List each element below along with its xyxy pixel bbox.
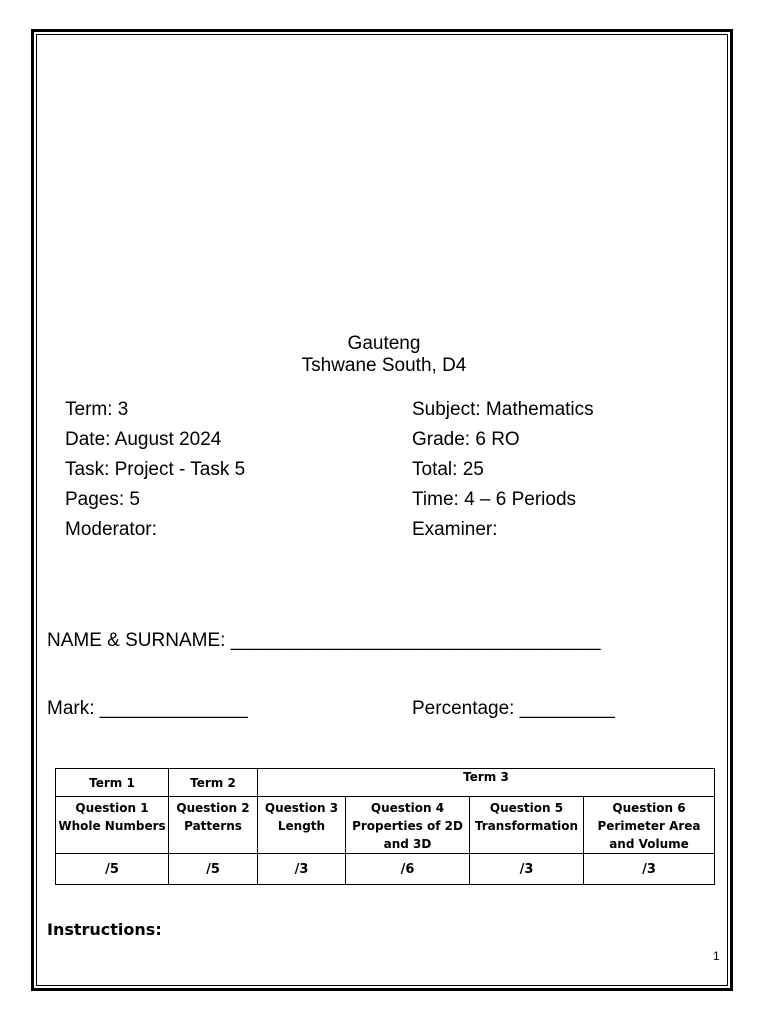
question-1-header: Question 1 Whole Numbers <box>56 797 169 854</box>
term-1-header: Term 1 <box>56 769 169 797</box>
term-row <box>56 769 715 797</box>
task-label: Task: Project - Task 5 <box>65 459 246 480</box>
info-right-column <box>412 395 594 545</box>
term-3-header: Term 3 <box>258 769 715 797</box>
question-5-header: Question 5 Transformation <box>470 797 584 854</box>
marks-table <box>55 768 715 885</box>
district-heading: Tshwane South, D4 <box>301 355 467 376</box>
moderator-label: Moderator: <box>65 519 157 540</box>
name-surname-field: NAME & SURNAME: ___________________________________ <box>47 630 601 651</box>
question-3-header: Question 3 Length <box>258 797 346 854</box>
time-label: Time: 4 – 6 Periods <box>412 489 577 510</box>
term-2-header: Term 2 <box>169 769 258 797</box>
subject-label: Subject: Mathematics <box>412 399 594 420</box>
question-6-total: /3 <box>584 854 715 885</box>
page-number: 1 <box>713 949 720 963</box>
examiner-label: Examiner: <box>412 519 498 540</box>
question-row <box>56 797 715 854</box>
question-1-total: /5 <box>56 854 169 885</box>
info-left-column <box>65 395 245 545</box>
question-4-total: /6 <box>346 854 470 885</box>
province-heading: Gauteng <box>347 333 421 354</box>
percentage-field: Percentage: _________ <box>412 698 615 719</box>
question-6-header: Question 6 Perimeter Area and Volume <box>584 797 715 854</box>
mark-field: Mark: ______________ <box>47 698 248 719</box>
question-2-header: Question 2 Patterns <box>169 797 258 854</box>
grade-label: Grade: 6 RO <box>412 429 520 450</box>
term-label: Term: 3 <box>65 399 129 420</box>
question-2-total: /5 <box>169 854 258 885</box>
pages-label: Pages: 5 <box>65 489 140 510</box>
question-4-header: Question 4 Properties of 2D and 3D <box>346 797 470 854</box>
total-label: Total: 25 <box>412 459 484 480</box>
question-3-total: /3 <box>258 854 346 885</box>
date-label: Date: August 2024 <box>65 429 222 450</box>
question-5-total: /3 <box>470 854 584 885</box>
instructions-heading: Instructions: <box>47 920 162 939</box>
totals-row <box>56 854 715 885</box>
